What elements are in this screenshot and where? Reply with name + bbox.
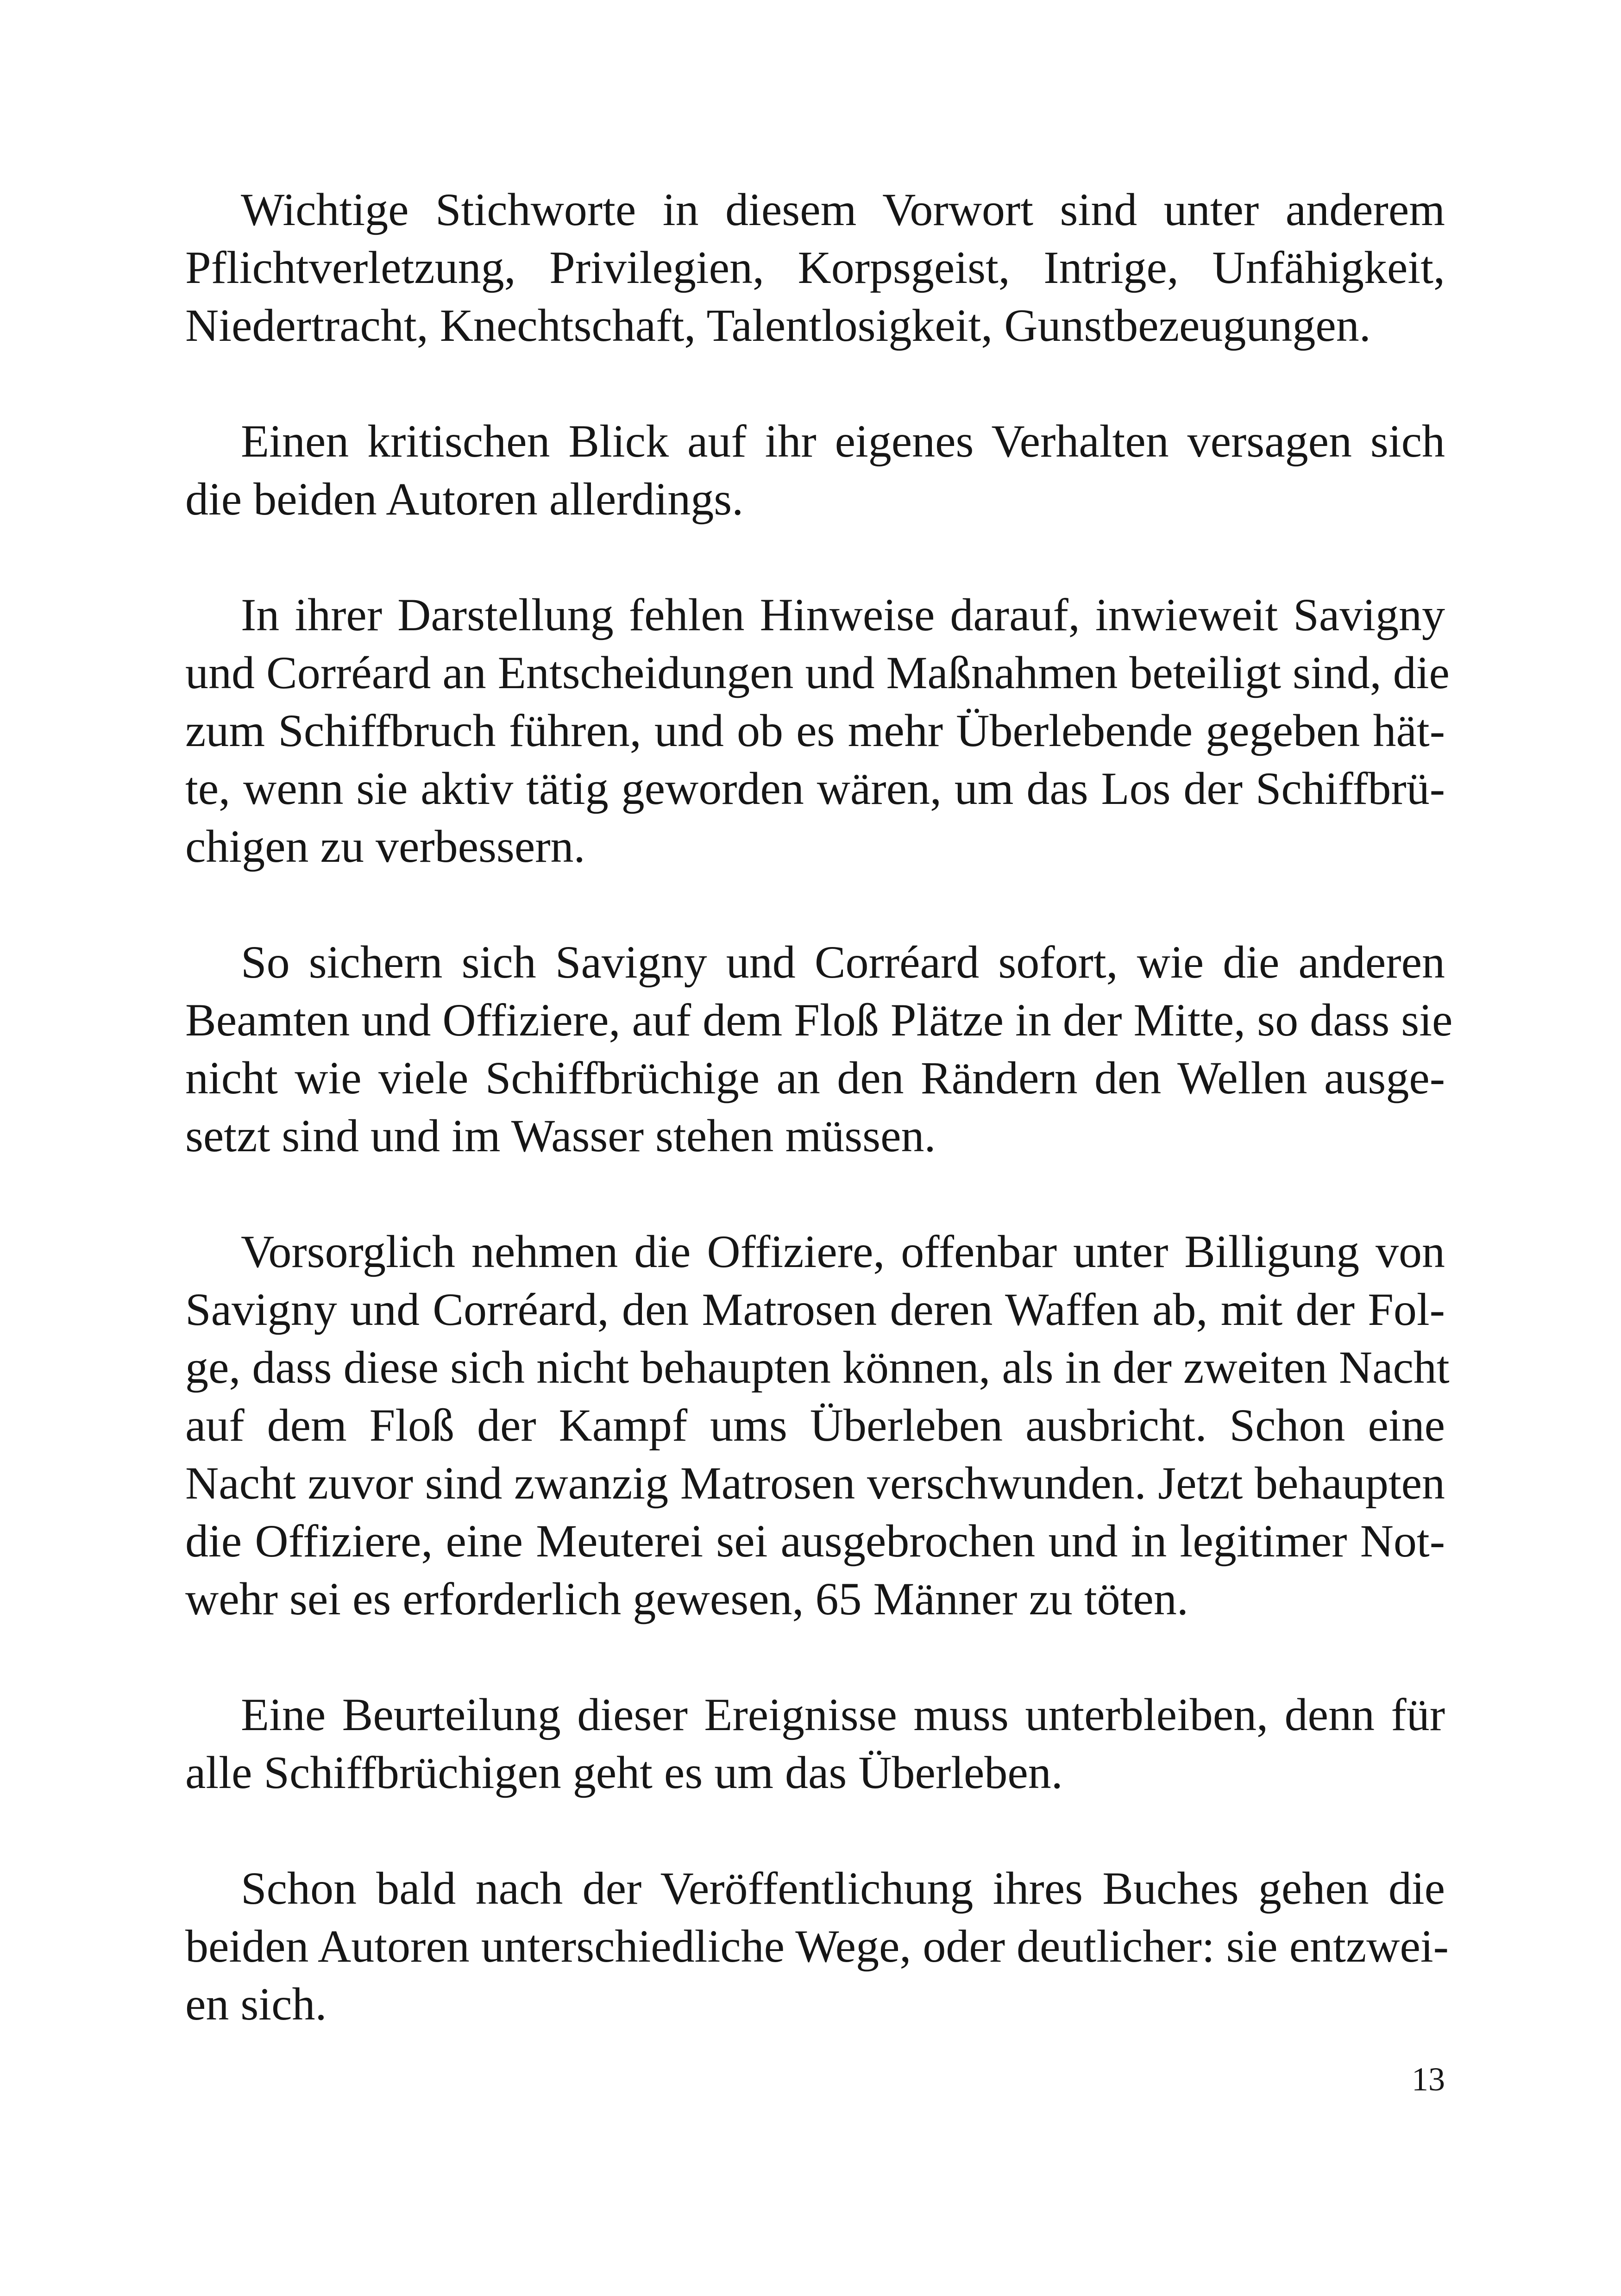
text-line: beiden Autoren unterschiedliche Wege, oder deutlicher: sie entzwei- [185, 1920, 1449, 1972]
body-text [185, 181, 1453, 2091]
text-line: Einen kritischen Blick auf ihr eigenes Verhalten versagen sich [241, 415, 1445, 467]
text-line: Eine Beurteilung dieser Ereignisse muss unterbleiben, denn für [241, 1689, 1445, 1740]
text-line: en sich. [185, 1978, 327, 2030]
text-line: In ihrer Darstellung fehlen Hinweise darauf, inwieweit Savigny [241, 589, 1445, 640]
text-line: te, wenn sie aktiv tätig geworden wären, um das Los der Schiffbrü- [185, 763, 1445, 814]
text-line: auf dem Floß der Kampf ums Überleben ausbricht. Schon eine [185, 1399, 1445, 1451]
text-line: Savigny und Corréard, den Matrosen deren Waffen ab, mit der Fol- [185, 1284, 1445, 1335]
text-line: chigen zu verbessern. [185, 821, 585, 872]
text-line: Wichtige Stichworte in diesem Vorwort sind unter anderem [241, 184, 1445, 235]
paragraph-5 [185, 1223, 1450, 1628]
text-line: Vorsorglich nehmen die Offiziere, offenbar unter Billigung von [241, 1226, 1445, 1277]
page-number: 13 [1412, 2061, 1445, 2098]
paragraph-7 [185, 1859, 1449, 2033]
text-line: ge, dass diese sich nicht behaupten können, als in der zweiten Nacht [185, 1342, 1450, 1393]
text-line: und Corréard an Entscheidungen und Maßnahmen beteiligt sind, die [185, 647, 1450, 698]
text-line: Nacht zuvor sind zwanzig Matrosen verschwunden. Jetzt behaupten [185, 1457, 1445, 1509]
text-line: zum Schiffbruch führen, und ob es mehr Überlebende gegeben hät- [185, 705, 1445, 756]
text-line: Schon bald nach der Veröffentlichung ihres Buches gehen die [241, 1863, 1445, 1914]
text-line: setzt sind und im Wasser stehen müssen. [185, 1110, 936, 1161]
text-line: alle Schiffbrüchigen geht es um das Überleben. [185, 1747, 1063, 1798]
paragraph-4 [185, 933, 1453, 1165]
paragraph-2 [185, 412, 1445, 528]
paragraph-6 [185, 1686, 1445, 1801]
text-line: nicht wie viele Schiffbrüchige an den Rändern den Wellen ausge- [185, 1052, 1445, 1104]
text-line: Niedertracht, Knechtschaft, Talentlosigkeit, Gunstbezeugungen. [185, 300, 1371, 351]
text-line: Pflichtverletzung, Privilegien, Korpsgeist, Intrige, Unfähigkeit, [185, 242, 1445, 293]
text-line: wehr sei es erforderlich gewesen, 65 Männer zu töten. [185, 1573, 1188, 1625]
text-line: So sichern sich Savigny und Corréard sofort, wie die anderen [241, 936, 1445, 988]
text-line: Beamten und Offiziere, auf dem Floß Plätze in der Mitte, so dass sie [185, 994, 1453, 1046]
paragraph-3 [185, 586, 1450, 875]
text-line: die Offiziere, eine Meuterei sei ausgebrochen und in legitimer Not- [185, 1515, 1445, 1567]
text-line: die beiden Autoren allerdings. [185, 473, 744, 525]
paragraph-1 [185, 181, 1445, 354]
